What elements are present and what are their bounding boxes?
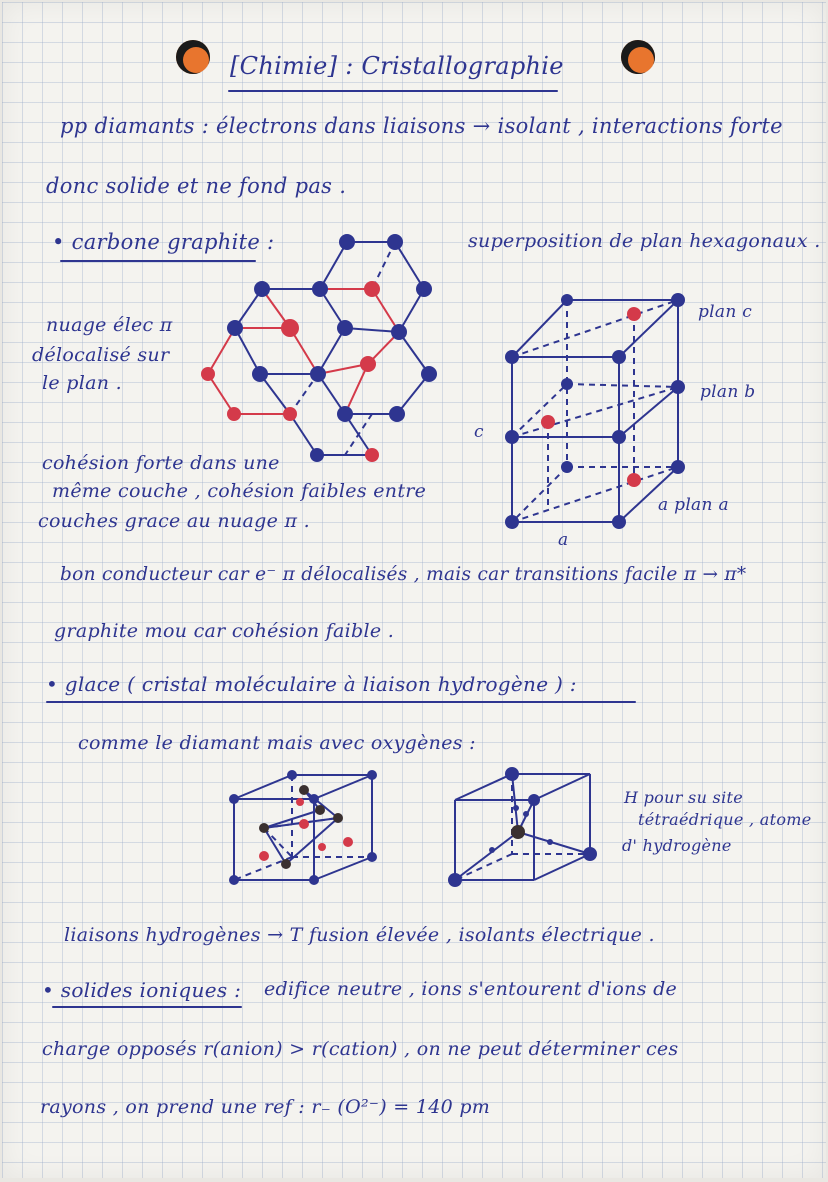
heading-glace: • glace ( cristal moléculaire à liaison hydrogène ) : bbox=[46, 672, 577, 696]
graphite-lattice-icon bbox=[197, 227, 447, 477]
ice-cube-diagram-icon bbox=[224, 767, 384, 892]
text-charge-opposes: charge opposés r(anion) > r(cation) , on ne peut déterminer ces bbox=[42, 1038, 679, 1060]
page-title: [Chimie] : Cristallographie bbox=[230, 52, 564, 80]
heading-ioniques-underline bbox=[52, 1006, 242, 1008]
text-liaisons-hydrogenes: liaisons hydrogènes → T fusion élevée , isolants électrique . bbox=[64, 924, 655, 946]
text-hydrogen-3: d' hydrogène bbox=[622, 836, 732, 855]
text-line-donc-solide: donc solide et ne fond pas . bbox=[46, 174, 347, 198]
text-bon-conducteur: bon conducteur car e⁻ π délocalisés , mais car transitions facile π → π* bbox=[60, 564, 747, 585]
text-nuage-3: le plan . bbox=[42, 372, 122, 394]
text-superposition: superposition de plan hexagonaux . bbox=[468, 230, 821, 252]
text-nuage-2: délocalisé sur bbox=[32, 344, 170, 366]
text-line-diamants: pp diamants : électrons dans liaisons → isolant , interactions forte bbox=[60, 114, 783, 138]
label-c: c bbox=[474, 422, 484, 442]
text-cohesion-2: même couche , cohésion faibles entre bbox=[52, 480, 427, 502]
label-plan-a: a plan a bbox=[658, 495, 729, 515]
label-a: a bbox=[558, 530, 569, 550]
label-plan-c: plan c bbox=[698, 302, 753, 322]
text-nuage-1: nuage élec π bbox=[46, 314, 173, 336]
title-underline bbox=[228, 90, 558, 92]
text-graphite-mou: graphite mou car cohésion faible . bbox=[54, 620, 395, 642]
notebook-page bbox=[2, 2, 826, 1178]
heading-graphite: • carbone graphite : bbox=[52, 230, 275, 254]
punch-hole-right-icon bbox=[621, 40, 655, 74]
text-rayons: rayons , on prend une ref : r₋ (O²⁻) = 140 pm bbox=[40, 1096, 491, 1118]
punch-hole-left-icon bbox=[176, 40, 210, 74]
text-cohesion-3: couches grace au nuage π . bbox=[38, 510, 310, 532]
text-comme-diamant: comme le diamant mais avec oxygènes : bbox=[78, 732, 476, 754]
text-ioniques-rest: edifice neutre , ions s'entourent d'ions de bbox=[264, 978, 678, 1000]
label-plan-b: plan b bbox=[700, 382, 756, 402]
heading-glace-underline bbox=[46, 701, 636, 703]
text-cohesion-1: cohésion forte dans une bbox=[42, 452, 280, 474]
text-hydrogen-2: tétraédrique , atome bbox=[638, 810, 812, 829]
heading-solides-ioniques: • solides ioniques : bbox=[42, 978, 242, 1002]
text-hydrogen-1: H pour su site bbox=[624, 788, 743, 807]
tetrahedral-site-diagram-icon bbox=[450, 762, 600, 892]
